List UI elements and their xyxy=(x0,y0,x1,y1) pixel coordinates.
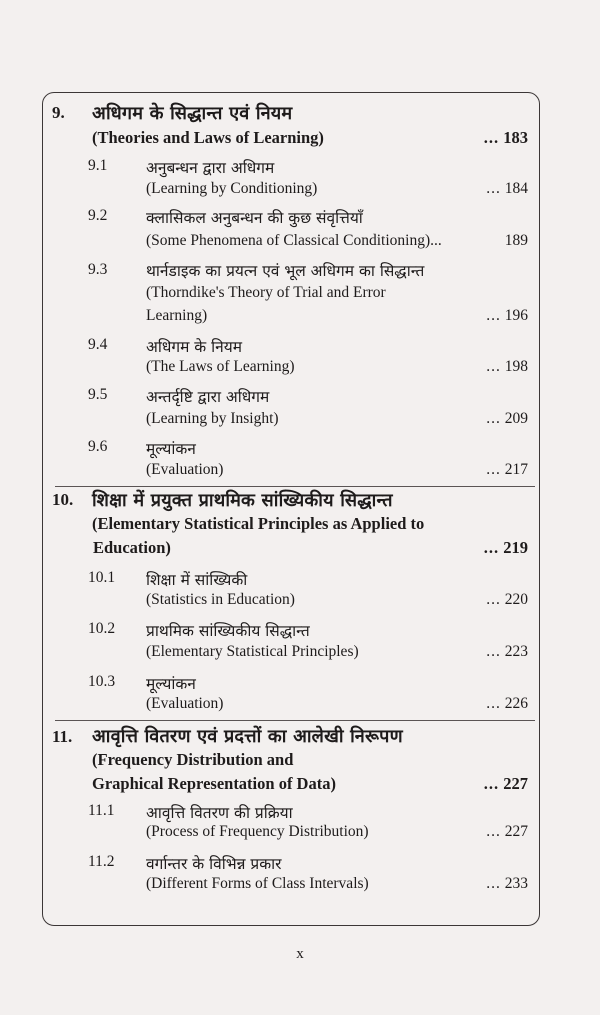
page-number: 233 xyxy=(504,875,528,892)
section-title-english: (Different Forms of Class Intervals) xyxy=(146,875,369,892)
section-page xyxy=(486,461,528,479)
section-number: 11.2 xyxy=(88,853,115,870)
dot-leader: ... xyxy=(486,875,501,892)
section-title-hindi: मूल्यांकन xyxy=(146,675,196,693)
page-number: 183 xyxy=(503,128,528,147)
dot-leader: ... xyxy=(483,128,500,147)
page-number: 223 xyxy=(504,643,528,660)
section-page xyxy=(486,358,528,376)
section-title-hindi: शिक्षा में सांख्यिकी xyxy=(146,571,248,589)
section-number: 9.2 xyxy=(88,207,108,224)
section-page xyxy=(486,643,528,661)
page-number: 219 xyxy=(503,538,528,557)
section-title-hindi: आवृत्ति वितरण की प्रक्रिया xyxy=(146,804,293,822)
section-title-hindi: वर्गान्तर के विभिन्न प्रकार xyxy=(146,855,282,873)
section-page xyxy=(486,695,528,713)
section-number: 10.3 xyxy=(88,673,116,690)
chapter-title-english-cont: Graphical Representation of Data) xyxy=(92,774,336,793)
section-number: 10.1 xyxy=(88,569,116,586)
dot-leader: ... xyxy=(483,538,500,557)
dot-leader: ... xyxy=(486,180,501,197)
chapter-divider xyxy=(55,486,535,487)
chapter-divider xyxy=(55,720,535,721)
section-title-english: (Process of Frequency Distribution) xyxy=(146,823,369,840)
section-title-english: (Learning by Insight) xyxy=(146,410,279,427)
chapter-title-hindi: शिक्षा में प्रयुक्त प्राथमिक सांख्यिकीय सिद्धान्त xyxy=(92,490,393,511)
dot-leader: ... xyxy=(483,774,500,793)
section-title-hindi: क्लासिकल अनुबन्धन की कुछ संवृत्तियाँ xyxy=(146,209,363,227)
page-number: 226 xyxy=(504,695,528,712)
chapter-number: 10. xyxy=(52,490,74,509)
page-number: 184 xyxy=(504,180,528,197)
page-number: 217 xyxy=(504,461,528,478)
chapter-title-hindi: आवृत्ति वितरण एवं प्रदत्तों का आलेखी निरूपण xyxy=(92,726,403,747)
section-title-english: (The Laws of Learning) xyxy=(146,358,295,375)
section-title-english: (Elementary Statistical Principles) xyxy=(146,643,359,660)
section-title-hindi: प्राथमिक सांख्यिकीय सिद्धान्त xyxy=(146,622,310,640)
section-number: 10.2 xyxy=(88,620,116,637)
page-number: 189 xyxy=(504,232,528,249)
section-title-hindi: अनुबन्धन द्वारा अधिगम xyxy=(146,159,275,177)
section-title-english: (Learning by Conditioning) xyxy=(146,180,318,197)
section-title-english: (Some Phenomena of Classical Conditioning)... xyxy=(146,232,442,249)
section-number: 9.1 xyxy=(88,157,108,174)
dot-leader: ... xyxy=(486,461,501,478)
section-page xyxy=(486,591,528,609)
section-title-hindi: मूल्यांकन xyxy=(146,440,196,458)
chapter-title-english: (Theories and Laws of Learning) xyxy=(92,128,324,147)
page-number: 196 xyxy=(504,307,528,324)
section-title-hindi: थार्नडाइक का प्रयत्न एवं भूल अधिगम का सिद्धान्त xyxy=(146,262,425,280)
section-title-english: (Thorndike's Theory of Trial and Error xyxy=(146,284,386,301)
section-number: 9.5 xyxy=(88,386,108,403)
section-page xyxy=(486,410,528,428)
dot-leader: ... xyxy=(486,643,501,660)
section-page xyxy=(486,823,528,841)
chapter-title-english-cont: Education) xyxy=(93,538,171,557)
chapter-title-hindi: अधिगम के सिद्धान्त एवं नियम xyxy=(92,103,293,124)
dot-leader: ... xyxy=(486,823,501,840)
section-number: 9.6 xyxy=(88,438,108,455)
chapter-number: 9. xyxy=(52,103,65,122)
dot-leader: ... xyxy=(486,695,501,712)
page-number: 220 xyxy=(504,591,528,608)
chapter-page xyxy=(484,128,528,148)
section-title-hindi: अन्तर्दृष्टि द्वारा अधिगम xyxy=(146,388,270,406)
dot-leader: ... xyxy=(486,307,501,324)
dot-leader: ... xyxy=(486,410,501,427)
chapter-page xyxy=(484,538,528,558)
section-number: 11.1 xyxy=(88,802,115,819)
page-number: 227 xyxy=(504,823,528,840)
section-title-english: (Evaluation) xyxy=(146,695,224,712)
page-number: 227 xyxy=(503,774,528,793)
chapter-page xyxy=(484,774,528,794)
section-title-hindi: अधिगम के नियम xyxy=(146,338,243,356)
section-number: 9.3 xyxy=(88,261,108,278)
section-title-english-cont: Learning) xyxy=(146,307,208,324)
chapter-number: 11. xyxy=(52,727,73,746)
page-folio: x xyxy=(296,946,304,962)
section-page xyxy=(486,307,528,325)
dot-leader: ... xyxy=(486,358,501,375)
section-title-english: (Evaluation) xyxy=(146,461,224,478)
section-page xyxy=(486,180,528,198)
section-page xyxy=(486,875,528,893)
dot-leader: ... xyxy=(486,591,501,608)
page-number: 198 xyxy=(504,358,528,375)
section-number: 9.4 xyxy=(88,336,108,353)
page-number: 209 xyxy=(504,410,528,427)
chapter-title-english: (Elementary Statistical Principles as Applied to xyxy=(92,514,425,533)
chapter-title-english: (Frequency Distribution and xyxy=(92,750,294,769)
section-title-english: (Statistics in Education) xyxy=(146,591,295,608)
